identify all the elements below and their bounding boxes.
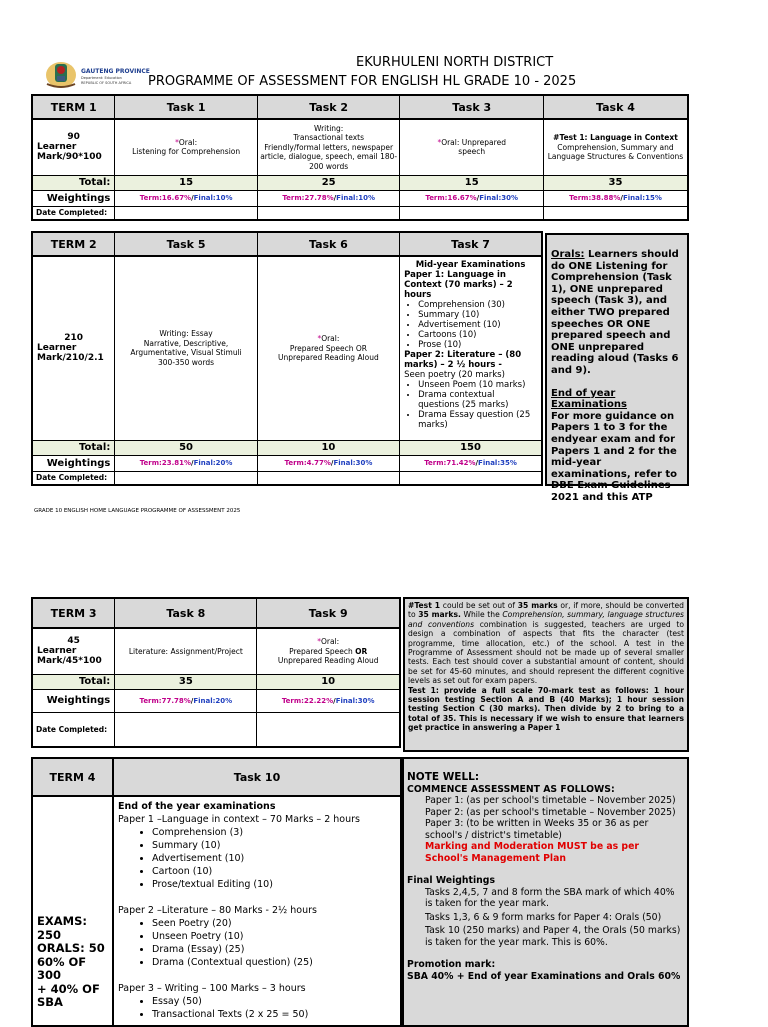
task6-weighting: Term:4.77%/Final:30% xyxy=(257,455,399,471)
logo-sub1: Department: Education xyxy=(81,76,122,80)
term4-title: TERM 4 xyxy=(31,757,114,797)
task7-date-cell[interactable] xyxy=(400,471,542,485)
eoy-paper3: Paper 3 – Writing – 100 Marks – 3 hours xyxy=(118,983,306,994)
task10-content xyxy=(114,797,402,1027)
task5-desc: Writing: Essay Narrative, Descriptive, Argumentative, Visual Stimuli 300-350 words xyxy=(115,256,257,440)
task8-total: 35 xyxy=(115,674,257,689)
task9-date-cell[interactable] xyxy=(257,712,400,747)
task2-desc3: Friendly/formal letters, newspaper article, dialogue, speech, email 180-200 words xyxy=(260,142,398,171)
eoy-paper3-item: • Transactional Texts (2 x 25 = 50) xyxy=(152,1008,396,1021)
oral-star: * xyxy=(175,137,179,147)
coat-of-arms-icon xyxy=(43,58,79,90)
task10-header: Task 10 xyxy=(114,757,402,797)
commence-heading: COMMENCE ASSESSMENT AS FOLLOWS: xyxy=(407,783,615,795)
task3-weighting: Term:16.67%/Final:30% xyxy=(400,190,544,206)
logo xyxy=(43,58,150,90)
exams-line: EXAMS: 250 xyxy=(37,914,87,942)
term1-mark-cell xyxy=(32,119,115,175)
task9-weighting: Term:22.22%/Final:30% xyxy=(257,689,400,712)
term2-mark-cell xyxy=(32,256,115,440)
learner-label: Learner xyxy=(37,142,77,153)
midyear-paper1-item: • Comprehension (30) xyxy=(418,300,537,310)
task3-date-cell[interactable] xyxy=(400,206,544,220)
term3-mark-cell: 45 Learner Mark/45*100 xyxy=(32,628,115,674)
term2-date-label: Date Completed: xyxy=(32,471,115,485)
eoy-text: For more guidance on Papers 1 to 3 for the endyear exam and for Papers 1 and 2 for the mid-year examinations, refer to DBE Exam Guidelines 2021 and this ATP xyxy=(551,410,678,503)
oral-star: * xyxy=(437,137,442,147)
term1-weightings-label: Weightings xyxy=(32,190,115,206)
task6-header: Task 6 xyxy=(257,232,399,256)
task2-total: 25 xyxy=(257,175,400,190)
task1-desc xyxy=(115,119,258,175)
orals-label: Orals: xyxy=(551,249,585,260)
logo-name: GAUTENG PROVINCE xyxy=(81,68,150,75)
eoy-paper1: Paper 1 –Language in context – 70 Marks – 2 hours xyxy=(118,814,360,825)
term2-weightings-label: Weightings xyxy=(32,455,115,471)
task4-header: Task 4 xyxy=(543,95,688,119)
midyear-paper1-list xyxy=(404,300,537,350)
exams-line: ORALS: 50 xyxy=(37,941,105,955)
paper-schedule-item: Paper 3: (to be written in Weeks 35 or 36 as per school's / district's timetable) xyxy=(425,818,649,841)
term2-total-label: Total: xyxy=(32,440,115,455)
term1-title: TERM 1 xyxy=(32,95,115,119)
term1-mark-bottom: Mark/90*100 xyxy=(37,152,102,163)
midyear-paper2-list xyxy=(404,380,537,430)
midyear-paper2-sub: Seen poetry (20 marks) xyxy=(404,370,505,380)
midyear-paper1-item: • Advertisement (10) xyxy=(418,320,537,330)
midyear-paper1-item: • Summary (10) xyxy=(418,310,537,320)
eoy-heading: End of the year examinations xyxy=(118,801,276,812)
eoy-paper1-item: • Cartoon (10) xyxy=(152,865,396,878)
midyear-paper2: Paper 2: Literature – (80 marks) – 2 ½ hours - xyxy=(404,350,522,370)
eoy-paper1-item: • Advertisement (10) xyxy=(152,852,396,865)
eoy-paper1-item: • Summary (10) xyxy=(152,839,396,852)
note-well-heading: NOTE WELL: xyxy=(407,771,480,783)
task2-desc xyxy=(257,119,400,175)
midyear-heading: Mid-year Examinations xyxy=(415,260,526,270)
task1-weighting: Term:16.67%/Final:10% xyxy=(115,190,258,206)
term3-weightings-label: Weightings xyxy=(32,689,115,712)
midyear-paper1: Paper 1: Language in Context (70 marks) – 2 hours xyxy=(404,270,513,300)
term3-total-label: Total: xyxy=(32,674,115,689)
term1-date-label: Date Completed: xyxy=(32,206,115,220)
task2-date-cell[interactable] xyxy=(257,206,400,220)
task2-desc2: Transactional texts xyxy=(293,133,365,142)
term3-table xyxy=(31,597,401,748)
exams-line: 60% OF 300 xyxy=(37,954,87,982)
task1-date-cell[interactable] xyxy=(115,206,258,220)
task7-desc xyxy=(400,256,542,440)
test1-note-full: Test 1: provide a full scale 70-mark test as follows: 1 hour session testing Section A and B (40 Marks); 1 hour session testing Section C (30 marks). Then divide by 2 to bring to a total of 35. This is necessary if we wish to ensure that learners get practice in answering a Paper 1 xyxy=(408,685,684,733)
paper-schedule-item: Paper 2: (as per school's timetable – November 2025) xyxy=(425,806,676,818)
eoy-paper2: Paper 2 –Literature – 80 Marks - 2½ hours xyxy=(118,905,317,916)
task6-total: 10 xyxy=(257,440,399,455)
eoy-paper2-item: • Unseen Poetry (10) xyxy=(152,930,396,943)
final-weighting-item: Tasks 1,3, 6 & 9 form marks for Paper 4: Orals (50) xyxy=(425,911,662,923)
task1-header: Task 1 xyxy=(115,95,258,119)
final-weighting-item: Tasks 2,4,5, 7 and 8 form the SBA mark of which 40% is taken for the year mark. xyxy=(425,886,675,909)
term4-exams-cell xyxy=(31,797,114,1027)
eoy-paper2-item: • Drama (Contextual question) (25) xyxy=(152,956,396,969)
task5-weighting: Term:23.81%/Final:20% xyxy=(115,455,257,471)
task5-total: 50 xyxy=(115,440,257,455)
task8-weighting: Term:77.78%/Final:20% xyxy=(115,689,257,712)
midyear-paper2-item: • Drama Essay question (25 marks) xyxy=(418,410,537,430)
task8-header: Task 8 xyxy=(115,598,257,628)
task9-desc: *Oral: Prepared Speech OR Unprepared Reading Aloud xyxy=(257,628,400,674)
task4-total: 35 xyxy=(543,175,688,190)
eoy-paper1-item: • Comprehension (3) xyxy=(152,826,396,839)
task6-date-cell[interactable] xyxy=(257,471,399,485)
task4-date-cell[interactable] xyxy=(543,206,688,220)
task2-desc1: Writing: xyxy=(314,123,344,133)
term2-table xyxy=(31,231,543,486)
task3-desc xyxy=(400,119,544,175)
term1-table xyxy=(31,94,689,221)
task9-total: 10 xyxy=(257,674,400,689)
term1-mark-top: 90 xyxy=(67,132,80,143)
final-weighting-item: Task 10 (250 marks) and Paper 4, the Orals (50 marks) is taken for the year mark. This is 60%. xyxy=(425,925,681,948)
promotion-text: SBA 40% + End of year Examinations and Orals 60% xyxy=(407,970,681,982)
eoy-paper1-item: • Prose/textual Editing (10) xyxy=(152,878,396,891)
orals-text: Learners should do ONE Listening for Comprehension (Task 1), ONE unprepared speech (Task 3), and either TWO prepared speeches OR ONE prepared speech and ONE unprepared reading aloud (Tasks 6 and 9). xyxy=(551,249,679,376)
footer-line: GRADE 10 ENGLISH HOME LANGUAGE PROGRAMME OF ASSESSMENT 2025 xyxy=(34,508,241,514)
exams-line: SBA xyxy=(37,995,63,1009)
task9-header: Task 9 xyxy=(257,598,400,628)
page-title: PROGRAMME OF ASSESSMENT FOR ENGLISH HL GRADE 10 - 2025 xyxy=(148,74,577,89)
task3-desc1: Oral: Unprepared xyxy=(441,137,506,147)
eoy-label: End of year Examinations xyxy=(551,387,627,411)
paper-schedule-item: Paper 1: (as per school's timetable – November 2025) xyxy=(425,795,676,806)
task1-desc2: Listening for Comprehension xyxy=(132,147,241,157)
task3-total: 15 xyxy=(400,175,544,190)
eoy-paper2-item: • Drama (Essay) (25) xyxy=(152,943,396,956)
midyear-paper2-item: • Drama contextual questions (25 marks) xyxy=(418,390,537,410)
note-well-panel xyxy=(402,757,689,1027)
final-weightings-heading: Final Weightings xyxy=(407,875,495,886)
task2-header: Task 2 xyxy=(257,95,400,119)
task1-desc1: Oral: xyxy=(178,137,198,147)
midyear-paper1-item: • Prose (10) xyxy=(418,340,537,350)
task4-weighting: Term:38.88%/Final:15% xyxy=(543,190,688,206)
exams-line: + 40% OF xyxy=(37,981,100,996)
task4-desc1: #Test 1: Language in Context xyxy=(553,133,678,142)
marking-note: Marking and Moderation MUST be as per School's Management Plan xyxy=(425,841,639,864)
term3-date-label: Date Completed: xyxy=(32,712,115,747)
term2-mark-top: 210 xyxy=(64,333,84,344)
eoy-paper3-item: • Essay (50) xyxy=(152,995,396,1008)
logo-sub2: REPUBLIC OF SOUTH AFRICA xyxy=(81,81,132,85)
task8-date-cell[interactable] xyxy=(115,712,257,747)
task1-total: 15 xyxy=(115,175,258,190)
orals-note xyxy=(545,233,689,503)
learner-label: Learner xyxy=(37,343,77,354)
task6-desc: *Oral: Prepared Speech OR Unprepared Reading Aloud xyxy=(257,256,399,440)
task8-desc: Literature: Assignment/Project xyxy=(115,628,257,674)
term2-mark-bottom: Mark/210/2.1 xyxy=(37,353,104,364)
task2-weighting: Term:27.78%/Final:10% xyxy=(257,190,400,206)
test1-note: #Test 1 could be set out of 35 marks or, if more, should be converted to 35 marks. While the Comprehension, summary, language structures and conventions combination is suggested, teachers are urged to design a combination of aspects that fits the character (test programme, time allocation, etc.) of the school. A test in the Programme of Assessment should not be made up of several smaller tests. Each test should cover a substantial amount of content, should be set for 45-60 minutes, and should represent the different cognitive levels as set out for exam papers. Test 1: provide a full scale 70-mark test as follows: 1 hour session testing Section A and B (40 Marks); 1 hour session testing Section C (30 marks). Then divide by 2 to bring to a total of 35. This is necessary if we wish to ensure that learners get practice in answering a Paper 1 xyxy=(403,597,689,752)
midyear-paper1-item: • Cartoons (10) xyxy=(418,330,537,340)
task4-desc2: Comprehension, Summary and Language Structures & Conventions xyxy=(547,142,684,161)
task5-date-cell[interactable] xyxy=(115,471,257,485)
task4-desc xyxy=(543,119,688,175)
midyear-paper2-item: • Unseen Poem (10 marks) xyxy=(418,380,537,390)
district-title: EKURHULENI NORTH DISTRICT xyxy=(356,55,554,70)
task7-total: 150 xyxy=(400,440,542,455)
task3-header: Task 3 xyxy=(400,95,544,119)
task3-desc2: speech xyxy=(458,147,486,157)
term3-title: TERM 3 xyxy=(32,598,115,628)
promotion-heading: Promotion mark: xyxy=(407,959,496,970)
task7-header: Task 7 xyxy=(400,232,542,256)
task5-header: Task 5 xyxy=(115,232,257,256)
term1-total-label: Total: xyxy=(32,175,115,190)
eoy-paper2-item: • Seen Poetry (20) xyxy=(152,917,396,930)
task7-weighting: Term:71.42%/Final:35% xyxy=(400,455,542,471)
term2-title: TERM 2 xyxy=(32,232,115,256)
